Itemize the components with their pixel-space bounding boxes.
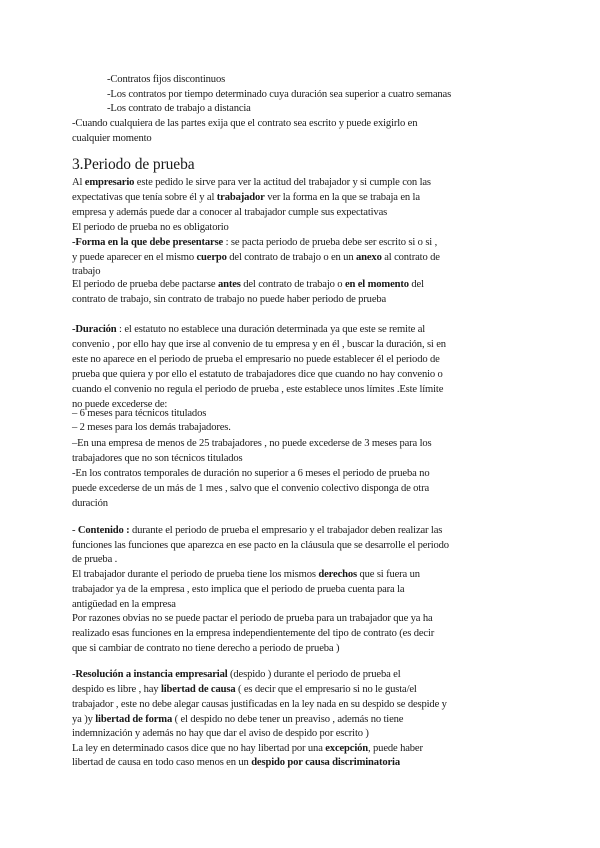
paragraph-line: trabajo — [72, 266, 101, 277]
paragraph-line: - Contenido : durante el periodo de prueba el empresario y el trabajador deben realizar las — [72, 525, 443, 536]
list-item: – 6 meses para técnicos titulados — [72, 408, 207, 419]
paragraph-line: cuando el convenio no regula el periodo de prueba , este establece unos límites .Este límite — [72, 384, 444, 395]
paragraph-line: puede excederse de un más de 1 mes , salvo que el convenio colectivo disponga de otra — [72, 483, 430, 494]
paragraph-line: -En los contratos temporales de duración no superior a 6 meses el periodo de prueba no — [72, 468, 430, 479]
paragraph-line: empresa y además puede dar a conocer al trabajador cumple sus expectativas — [72, 207, 388, 218]
paragraph-line: cualquier momento — [72, 133, 152, 144]
paragraph-line: libertad de causa en todo caso menos en un despido por causa discriminatoria — [72, 757, 400, 768]
paragraph-line: La ley en determinado casos dice que no hay libertad por una excepción, puede haber — [72, 743, 423, 754]
paragraph-line: Al empresario este pedido le sirve para ver la actitud del trabajador y si cumple con las — [72, 177, 431, 188]
paragraph-line: antigüedad en la empresa — [72, 599, 176, 610]
paragraph-line: expectativas que tenía sobre él y al trabajador ver la forma en la que se trabaja en la — [72, 192, 420, 203]
paragraph-line: contrato de trabajo, sin contrato de trabajo no puede haber periodo de prueba — [72, 294, 387, 305]
paragraph-line: ya )y libertad de forma ( el despido no debe tener un preaviso , además no tiene — [72, 714, 404, 725]
paragraph-line: El periodo de prueba no es obligatorio — [72, 222, 229, 233]
paragraph-line: -Duración : el estatuto no establece una duración determinada ya que este se remite al — [72, 324, 426, 335]
paragraph-line: indemnización y además no hay que dar el aviso de despido por escrito ) — [72, 728, 369, 739]
paragraph-line: funciones las funciones que aparezca en ese pacto en la cláusula que se desarrolle el periodo — [72, 540, 449, 551]
paragraph-line: Por razones obvias no se puede pactar el periodo de prueba para un trabajador que ya ha — [72, 613, 433, 624]
paragraph-line: que si cambiar de contrato no tiene derecho a periodo de prueba ) — [72, 643, 340, 654]
paragraph-line: prueba que quiera y por ello el estatuto de trabajadores dice que cuando no hay convenio o — [72, 369, 443, 380]
paragraph-line: despido es libre , hay libertad de causa ( es decir que el empresario si no le gusta/el — [72, 684, 417, 695]
paragraph-line: de prueba . — [72, 554, 118, 565]
paragraph-line: este no aparece en el periodo de prueba el empresario no puede establecer él el periodo de — [72, 354, 440, 365]
paragraph-line: trabajador , este no debe alegar causas justificadas en la ley nada en su despido se despide y — [72, 699, 447, 710]
paragraph-line: El periodo de prueba debe pactarse antes del contrato de trabajo o en el momento del — [72, 279, 424, 290]
list-item: – 2 meses para los demás trabajadores. — [72, 422, 231, 433]
paragraph-line: -Forma en la que debe presentarse : se pacta periodo de prueba debe ser escrito si o si , — [72, 237, 438, 248]
list-item: -Los contrato de trabajo a distancia — [107, 103, 251, 114]
paragraph-line: El trabajador durante el periodo de prueba tiene los mismos derechos que si fuera un — [72, 569, 420, 580]
section-heading: 3.Periodo de prueba — [72, 156, 195, 173]
paragraph-line: no puede excederse de: — [72, 399, 168, 410]
paragraph-line: -Resolución a instancia empresarial (despido ) durante el periodo de prueba el — [72, 669, 401, 680]
paragraph-line: duración — [72, 498, 108, 509]
paragraph-line: trabajador ya de la empresa , esto implica que el periodo de prueba cuenta para la — [72, 584, 405, 595]
list-item: -Contratos fijos discontinuos — [107, 74, 226, 85]
list-item: -Los contratos por tiempo determinado cuya duración sea superior a cuatro semanas — [107, 89, 452, 100]
paragraph-line: realizado esas funciones en la empresa independientemente del tipo de contrato (es decir — [72, 628, 435, 639]
paragraph-line: y puede aparecer en el mismo cuerpo del contrato de trabajo o en un anexo al contrato de — [72, 252, 440, 263]
paragraph-line: trabajadores que no son técnicos titulados — [72, 453, 243, 464]
list-item: –En una empresa de menos de 25 trabajadores , no puede excederse de 3 meses para los — [72, 438, 432, 449]
paragraph-line: -Cuando cualquiera de las partes exija que el contrato sea escrito y puede exigirlo en — [72, 118, 418, 129]
paragraph-line: convenio , por ello hay que irse al convenio de tu empresa y en él , buscar la duración, si en — [72, 339, 446, 350]
